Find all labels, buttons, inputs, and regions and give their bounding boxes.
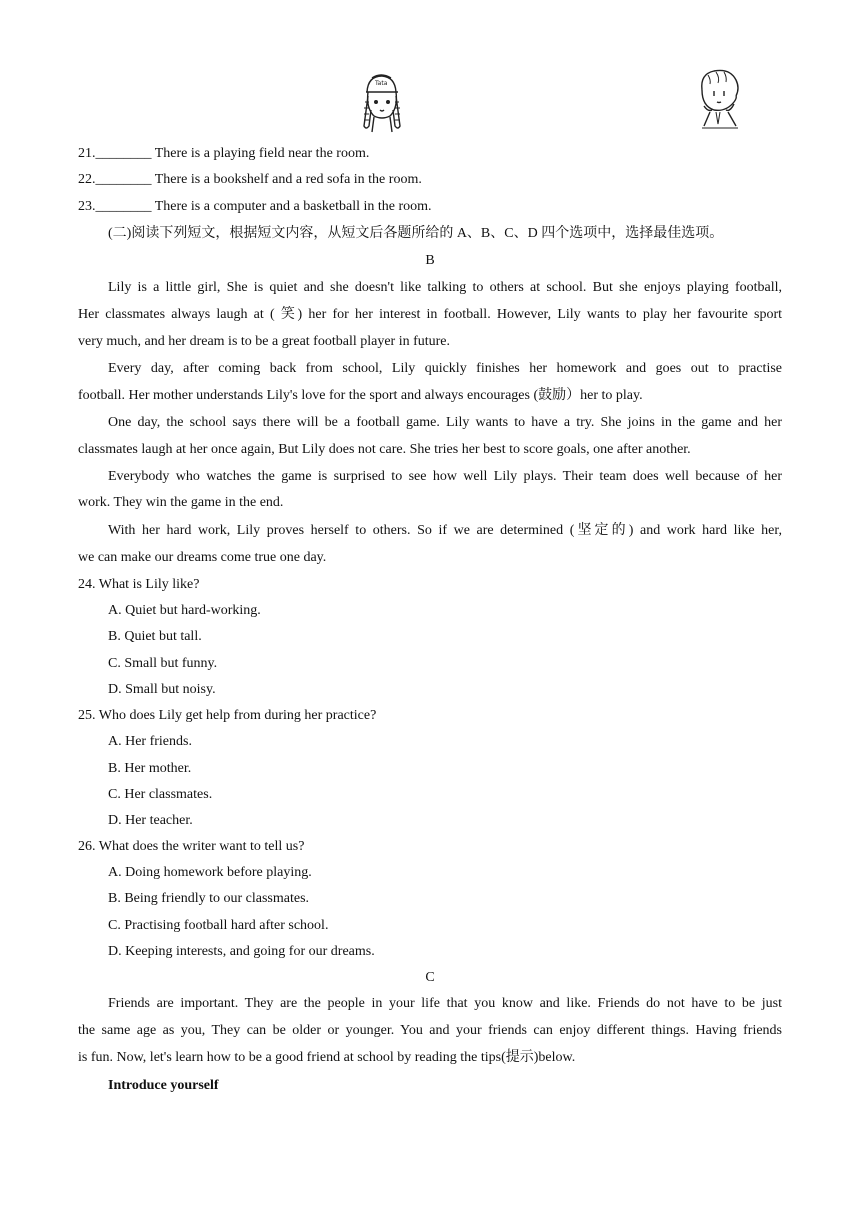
question-stem: 25. Who does Lily get help from during her practice?	[78, 708, 377, 723]
item-number: 21.	[78, 146, 96, 161]
passage-line: Her classmates always laugh at ( 笑) her for her interest in football. However, Lily wants to play her favourite sport	[78, 307, 782, 322]
question-stem: 26. What does the writer want to tell us?	[78, 839, 305, 854]
passage-line: One day, the school says there will be a football game. Lily wants to have a try. She joins in the game and her	[108, 415, 782, 430]
item-number: 22.	[78, 172, 96, 187]
answer-blank[interactable]: ________	[95, 146, 152, 161]
answer-blank[interactable]: ________	[95, 199, 152, 214]
passage-line: classmates laugh at her once again, But Lily does not care. She tries her best to score goals, one after another.	[78, 442, 691, 457]
passage-line: Friends are important. They are the people in your life that you know and like. Friends do not have to be just	[108, 996, 782, 1011]
answer-option[interactable]: D. Keeping interests, and going for our dreams.	[108, 944, 375, 959]
answer-option[interactable]: D. Her teacher.	[108, 813, 193, 828]
passage-line: Every day, after coming back from school, Lily quickly finishes her homework and goes out to practise	[108, 361, 782, 376]
answer-option[interactable]: A. Doing homework before playing.	[108, 865, 312, 880]
item-statement: There is a computer and a basketball in the room.	[151, 199, 432, 214]
passage-line: very much, and her dream is to be a great football player in future.	[78, 334, 451, 349]
answer-blank[interactable]: ________	[95, 172, 152, 187]
answer-option[interactable]: C. Her classmates.	[108, 787, 213, 802]
passage-line: the same age as you, They can be older or younger. You and your friends can enjoy different things. Having friends	[78, 1023, 782, 1038]
svg-text:Tata: Tata	[375, 80, 388, 87]
true-false-item	[78, 198, 432, 216]
tip-heading: Introduce yourself	[108, 1078, 219, 1093]
passage-label: B	[425, 253, 435, 268]
item-statement: There is a playing field near the room.	[151, 146, 370, 161]
item-statement: There is a bookshelf and a red sofa in the room.	[151, 172, 422, 187]
passage-label: C	[425, 970, 435, 985]
answer-option[interactable]: B. Being friendly to our classmates.	[108, 891, 310, 906]
section-instruction: (二)阅读下列短文，根据短文内容，从短文后各题所给的 A、B、C、D 四个选项中，选择最佳选项。	[108, 226, 724, 241]
passage-line: Lily is a little girl, She is quiet and she doesn't like talking to others at school. But she enjoys playing football,	[108, 280, 782, 295]
answer-option[interactable]: C. Practising football hard after school.	[108, 918, 329, 933]
passage-line: football. Her mother understands Lily's love for the sport and always encourages (鼓励）her to play.	[78, 388, 643, 403]
boy-illustration	[694, 66, 744, 132]
girl-illustration	[354, 70, 408, 134]
passage-line: work. They win the game in the end.	[78, 495, 284, 510]
passage-line: is fun. Now, let's learn how to be a good friend at school by reading the tips(提示)below.	[78, 1050, 576, 1065]
true-false-item	[78, 171, 422, 189]
passage-line: we can make our dreams come true one day.	[78, 550, 327, 565]
question-stem: 24. What is Lily like?	[78, 577, 200, 592]
answer-option[interactable]: B. Quiet but tall.	[108, 629, 202, 644]
answer-option[interactable]: B. Her mother.	[108, 761, 192, 776]
true-false-item	[78, 145, 369, 163]
answer-option[interactable]: D. Small but noisy.	[108, 682, 216, 697]
passage-line: Everybody who watches the game is surprised to see how well Lily plays. Their team does well because of her	[108, 469, 782, 484]
item-number: 23.	[78, 199, 96, 214]
answer-option[interactable]: A. Her friends.	[108, 734, 192, 749]
answer-option[interactable]: A. Quiet but hard-working.	[108, 603, 261, 618]
passage-line: With her hard work, Lily proves herself to others. So if we are determined (坚定的) and work hard like her,	[108, 523, 782, 538]
answer-option[interactable]: C. Small but funny.	[108, 656, 218, 671]
